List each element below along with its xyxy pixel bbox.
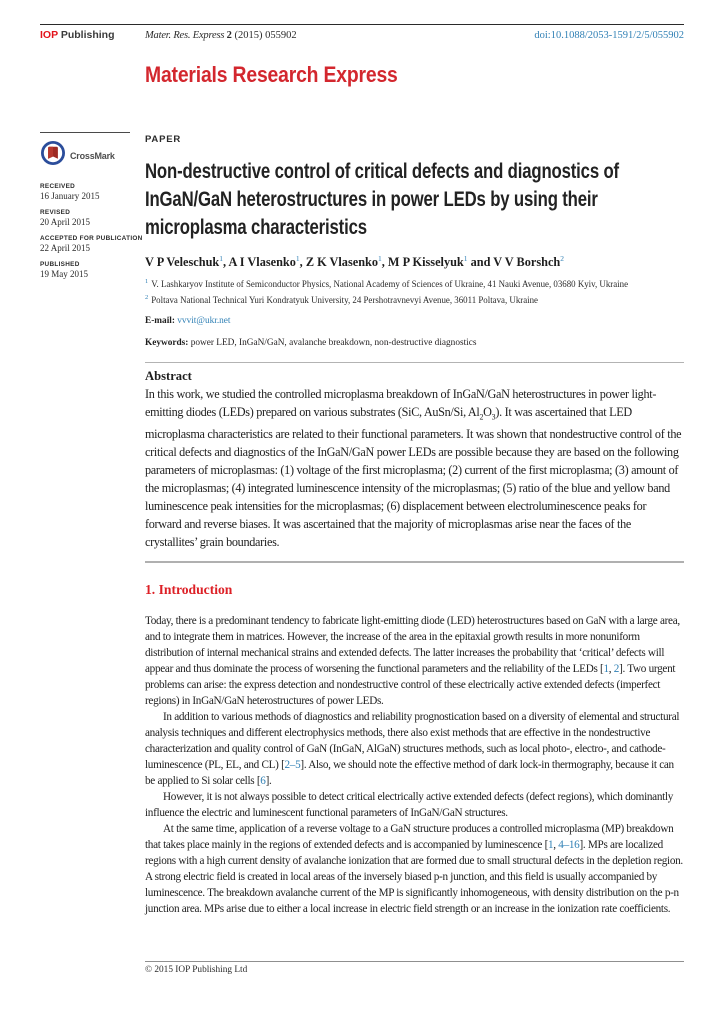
- reference-link[interactable]: 2: [613, 662, 620, 675]
- text-segment: ].: [265, 774, 272, 787]
- text-segment: , M P Kisselyuk: [381, 255, 464, 270]
- text-segment: ]. MPs are localized regions with a high current density of avalanche ionization that are formed due to small structural defects in the depletion region. A strong electric field is created in local areas of the inversely biased p-n junction, and this field is usually accompanied by luminescence. The breakdown avalanche current of the MP is significantly inhomogeneous, with density distribution on the p-n junction area. MPs arise due to either a local increase in electric field strength or an increase in the ionization rate coefficients.: [145, 838, 683, 915]
- abstract-divider: [145, 362, 684, 363]
- text-segment: However, it is not always possible to detect critical electrically active extended defects (defect regions), which dominantly influence the electric and luminescent functional parameters of InGaN/GaN structures.: [145, 790, 674, 819]
- copyright-text: © 2015 IOP Publishing Ltd: [145, 965, 248, 975]
- keywords-label: Keywords:: [145, 338, 191, 349]
- page-footer: [145, 961, 684, 975]
- date-value: 16 January 2015: [40, 191, 100, 201]
- reference-link[interactable]: 6: [260, 774, 266, 787]
- introduction-heading: 1. Introduction: [145, 581, 233, 597]
- publisher-logo-iop: IOP: [40, 29, 58, 41]
- date-label: ACCEPTED FOR PUBLICATION: [40, 235, 143, 242]
- email-label: E-mail:: [145, 316, 178, 327]
- affiliation-1: [145, 275, 684, 291]
- text-segment: 2: [479, 412, 484, 422]
- email-line: [145, 316, 684, 326]
- intro-paragraph-2: [145, 709, 684, 789]
- text-segment: Today, there is a predominant tendency to fabricate light-emitting diode (LED) heterostructures based on GaN with a large area, and to integrate them in matrices. However, the increase of the area in the epitaxial growth results in more nonuniform distribution of internal mechanical strains and extended defects. The latter increases the probability that ‘critical’ defects will appear and thus dominate the process of worsening the functional parameters and the reliability of the LEDs [: [145, 614, 680, 675]
- reference-link[interactable]: 2–5: [284, 758, 301, 771]
- date-label: REVISED: [40, 209, 71, 216]
- text-segment: , Z K Vlasenko: [299, 255, 379, 270]
- footer-rule: [145, 961, 684, 962]
- abstract-text: [145, 386, 684, 552]
- doi-link[interactable]: doi:10.1088/2053-1591/2/5/055902: [534, 29, 684, 41]
- affiliation-marker: 1: [145, 278, 149, 286]
- date-received: [40, 183, 138, 201]
- section-divider: [145, 561, 684, 563]
- affiliation-text: Poltava National Technical Yuri Kondratyuk University, 24 Pershotravnevyi Avenue, 36011 Poltava, Ukraine: [151, 295, 538, 306]
- text-segment: ]. Two urgent problems can arise: the express detection and nondestructive control of these electrically active extended defects (imperfect regions) in InGaN/GaN heterostructures of power LEDs.: [145, 662, 676, 707]
- affiliation-sup-link[interactable]: 1: [295, 254, 300, 263]
- crossmark-button[interactable]: [40, 140, 138, 171]
- article-type-label: PAPER: [145, 134, 182, 145]
- journal-title: Materials Research Express: [145, 62, 398, 87]
- intro-paragraph-4: [145, 821, 684, 917]
- date-value: 20 April 2015: [40, 217, 91, 227]
- article-info-sidebar: [40, 132, 143, 287]
- publisher-logo: [40, 29, 115, 41]
- text-segment: ,: [553, 838, 559, 851]
- text-segment: In this work, we studied the controlled microplasma breakdown of InGaN/GaN heterostructures in power light-emitting diodes (LEDs) prepared on various substrates (SiC, AuSn/Si, Al: [145, 387, 657, 419]
- reference-link[interactable]: 1: [548, 838, 554, 851]
- text-segment: 3: [491, 412, 496, 422]
- text-segment: and V V Borshch: [467, 255, 561, 270]
- date-label: RECEIVED: [40, 183, 76, 190]
- reference-link[interactable]: 4–16: [558, 838, 580, 851]
- text-segment: ). It was ascertained that LED microplasma characteristics are related to their functional parameters. It was shown that nondestructive control of the critical defects and diagnostics of the InGaN/GaN power LEDs are possible because they are based on the following parameters of microplasmas: (1) voltage of the first microplasma; (2) current of the first microplasma; (3) amount of the microplasmas; (4) integrated luminescence intensity of the microplasmas; (5) ratio of the blue and yellow band luminescence peak intensities for the microplasmas; (6) displacement between electroluminescence peaks for forward and reverse biases. It was ascertained that the majority of microplasmas arise near the faces of the crystallites’ grain boundaries.: [145, 404, 682, 549]
- text-segment: ,: [608, 662, 614, 675]
- keywords-text: power LED, InGaN/GaN, avalanche breakdown, non-destructive diagnostics: [190, 338, 477, 349]
- text-segment: In addition to various methods of diagnostics and reliability prognostication based on a diversity of elemental and structural analysis techniques and different electrophysics methods, there also exist methods that are effective in the nondestructive characterization and quality control of GaN (InGaN, AlGaN) structures methods, such as local photo-, electro-, and cathode-luminescence (PL, EL, and CL) [: [145, 710, 680, 771]
- text-segment: 2: [226, 29, 232, 41]
- article-title: Non-destructive control of critical defects and diagnostics of InGaN/GaN heterostructures in power LEDs by using their microplasma characteristics: [145, 160, 619, 239]
- intro-paragraph-3: [145, 789, 684, 821]
- affiliation-marker: 2: [145, 294, 149, 302]
- date-label: PUBLISHED: [40, 261, 80, 268]
- intro-paragraph-1: [145, 613, 684, 709]
- date-published: [40, 261, 138, 279]
- text-segment: O: [483, 404, 492, 419]
- crossmark-label: CrossMark: [70, 150, 115, 161]
- date-revised: [40, 209, 138, 227]
- text-segment: ]. Also, we should note the effective method of dark lock-in thermography, because it can be applied to Si solar cells [: [145, 758, 674, 787]
- affiliation-sup-link[interactable]: 2: [560, 254, 565, 263]
- reference-link[interactable]: 1: [603, 662, 609, 675]
- affiliation-sup-link[interactable]: 1: [463, 254, 468, 263]
- keywords-line: [145, 338, 684, 348]
- text-segment: Mater. Res. Express: [145, 29, 227, 41]
- authors-line: [145, 254, 684, 270]
- publisher-logo-rest: Publishing: [57, 29, 115, 41]
- email-link[interactable]: vvvit@ukr.net: [177, 316, 231, 327]
- text-segment: , A I Vlasenko: [223, 255, 296, 270]
- sidebar-rule: [40, 132, 130, 133]
- text-segment: (2015) 055902: [231, 29, 297, 41]
- text-segment: At the same time, application of a reverse voltage to a GaN structure produces a controlled microplasma (MP) breakdown that takes place mainly in the regions of extended defects and is accompanied by luminescence [: [145, 822, 674, 851]
- affiliation-2: [145, 291, 684, 307]
- affiliation-sup-link[interactable]: 1: [378, 254, 382, 263]
- header-rule: [40, 24, 684, 25]
- date-value: 19 May 2015: [40, 269, 88, 279]
- text-segment: V P Veleschuk: [145, 255, 220, 270]
- page-header: [40, 29, 684, 43]
- article-main-column: [145, 134, 684, 917]
- crossmark-icon: [40, 140, 66, 171]
- affiliation-text: V. Lashkaryov Institute of Semiconductor Physics, National Academy of Sciences of Ukraine, 41 Nauki Avenue, 03680 Kyiv, Ukraine: [151, 279, 629, 290]
- affiliation-sup-link[interactable]: 1: [219, 254, 224, 263]
- date-value: 22 April 2015: [40, 243, 91, 253]
- abstract-heading: Abstract: [145, 369, 192, 384]
- journal-citation: [145, 30, 297, 41]
- date-accepted: [40, 235, 143, 253]
